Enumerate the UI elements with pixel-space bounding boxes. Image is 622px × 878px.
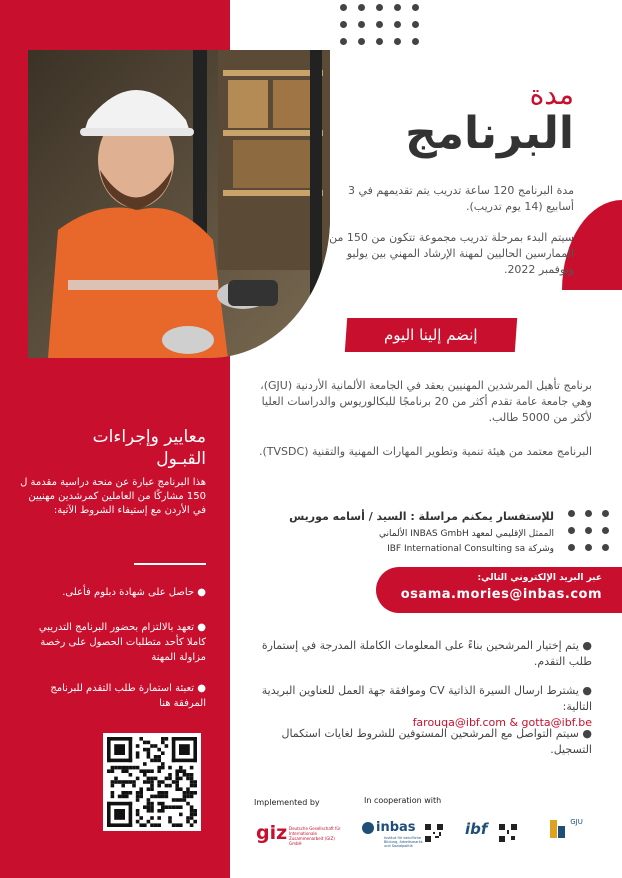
giz-logo: giz — [256, 822, 288, 844]
qr-code-icon — [107, 737, 197, 827]
application-qr-code[interactable] — [103, 733, 201, 831]
intro-paragraph-1: مدة البرنامج 120 ساعة تدريب يتم تقديمهم في 3 أسابيع (14 يوم تدريب). — [348, 184, 574, 213]
criteria-item: ● تعبئة استمارة طلب التقدم للبرنامج المرفقة هنا — [50, 683, 206, 709]
email-link[interactable]: osama.mories@inbas.com — [400, 587, 602, 602]
contact-org-1: الممثل الإقليمي لمعهد INBAS GmbH الألماني — [379, 529, 554, 539]
application-emails[interactable]: farouqa@ibf.com & gotta@ibf.be — [412, 716, 592, 729]
criteria-intro: هذا البرنامج عبارة عن منحة دراسية مقدمة ل 150 مشاركًا من العاملين كمرشدين مهنيين في الأردن مع إستيفاء الشروط الآتية: — [20, 477, 206, 516]
gju-emblem-icon — [548, 818, 568, 840]
ibf-logo: ibf — [465, 820, 488, 838]
inbas-qr-icon — [425, 824, 443, 842]
email-label: عبر البريد الإلكتروني التالي: — [477, 573, 602, 583]
join-us-label: إنضم إلينا اليوم — [384, 326, 478, 344]
intro-paragraph-2: سيتم البدء بمرحلة تدريب مجموعة تتكون من 150 من الممارسين الحاليين لمهنة الإرشاد المهني بين يوليو ونوفمبر 2022. — [329, 231, 574, 276]
contact-line: للإستفسار يمكنم مراسلة : السيد / أسامه موريس — [289, 510, 554, 523]
criteria-item: ● حاصل على شهادة دبلوم فأعلى. — [62, 587, 206, 598]
ibf-qr-icon — [499, 824, 517, 842]
hero-photo-worker — [28, 50, 330, 358]
title-line-2: البرنامج — [405, 108, 574, 159]
implemented-by-label: Implemented by — [254, 798, 320, 807]
cooperation-label: In cooperation with — [364, 796, 442, 805]
contact-org-2: وشركة IBF International Consulting sa — [387, 544, 554, 554]
decorative-dots-top — [340, 4, 420, 45]
email-pill — [376, 567, 622, 613]
about-paragraph-1: برنامج تأهيل المرشدين المهنيين يعقد في الجامعة الألمانية الأردنية (GJU)، وهي جامعة عامة تقدم أكثر من 20 برنامجًا للبكالوريوس والدراسات العليا لأكثر من 5000 طالب. — [260, 379, 592, 424]
inbas-logo-icon — [362, 822, 374, 834]
criteria-divider — [134, 563, 206, 565]
step-item: ● يشترط ارسال السيرة الذاتية CV وموافقة جهة العمل للعناوين البريدية التالية: farouqa@ibf.com & gotta@ibf.be — [261, 684, 592, 729]
inbas-logo: inbas — [362, 820, 416, 835]
step-item: ● يتم إختيار المرشحين بناءً على المعلومات الكاملة المدرجة في إستمارة طلب التقدم. — [261, 639, 592, 668]
about-paragraph-2: البرنامج معتمد من هيئة تنمية وتطوير المهارات المهنية والتقنية (TVSDC). — [259, 445, 592, 458]
join-us-banner — [345, 318, 517, 352]
step-item: ● سيتم التواصل مع المرشحين المستوفين للشروط لغايات استكمال التسجيل. — [281, 727, 592, 756]
gju-logo: GJU — [548, 818, 583, 842]
giz-logo-subtitle: Deutsche Gesellschaft für Internationale Zusammenarbeit (GIZ) GmbH — [289, 826, 341, 846]
criteria-title: معايير وإجراءات القبـول — [92, 427, 206, 469]
decorative-dots-contact — [568, 510, 609, 551]
inbas-logo-subtitle: Institut für berufliche Bildung, Arbeitsmarkt- und Sozialpolitik — [384, 836, 424, 848]
title-line-1: مدة — [529, 78, 574, 111]
criteria-item: ● تعهد بالالتزام بحضور البرنامج التدريبي كاملا كأحد متطلبات الحصول على رخصة مزاولة المهنة — [38, 622, 206, 663]
